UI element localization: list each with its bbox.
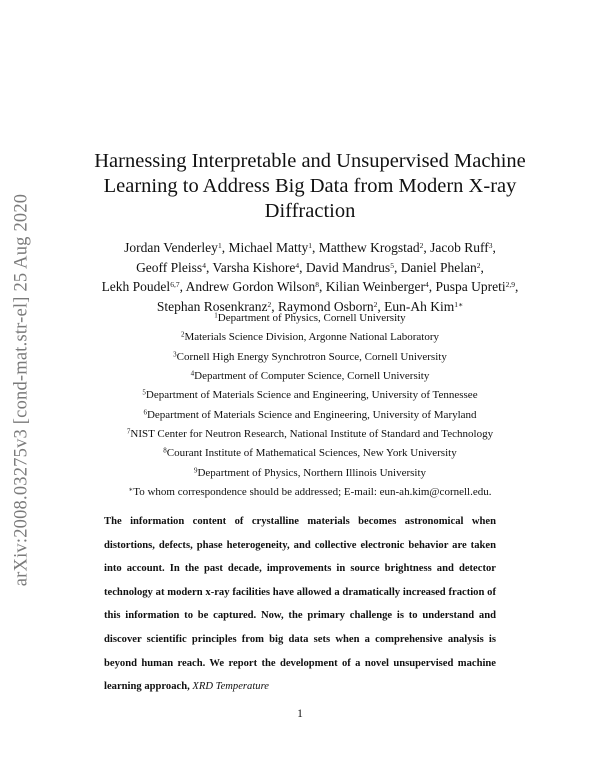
affiliation-line [70,483,550,502]
affiliation-text: Cornell High Energy Synchrotron Source, Cornell University [176,350,447,363]
affiliation-text: Department of Physics, Northern Illinois University [197,466,427,479]
affiliation-mark: 8 [163,446,167,455]
author-name: Raymond Osborn [278,298,374,314]
affiliation-line [70,425,550,444]
author [124,240,222,255]
author-name: Lekh Poudel [101,279,171,294]
affiliation-line [70,444,550,463]
author [212,260,299,275]
author-affiliation-mark: 8 [315,280,320,289]
author-affiliation-mark: 4 [295,260,300,270]
author [306,260,394,275]
affiliation-text: To whom correspondence should be addressed; E-mail: eun-ah.kim@cornell.edu. [133,486,492,499]
author [186,279,319,294]
author-affiliation-mark: 4 [425,280,429,289]
author-name: Varsha Kishore [212,259,296,275]
author-affiliation-mark: 5 [390,260,394,270]
author-affiliation-mark: 3 [488,241,493,250]
affiliation-text: Department of Materials Science and Engineering, University of Tennessee [145,389,478,402]
author-affiliation-mark: 2 [267,299,272,309]
author-affiliation-mark: 4 [202,260,206,270]
abstract-text: The information content of crystalline materials becomes astronomical when distortions, defects, phase heterogeneity, and collective electronic behavior are taken into account. In the past decade, improvements in source brightness and detector technology at modern x-ray facilities have allowed a dramatically increased fraction of this information to be captured. Now, the primary challenge is to understand and discover scientific principles from big data sets when a comprehensive analysis is beyond human reach. We report the development of a novel unsupervised machine learning approach, [104,516,496,693]
author-name: Stephan Rosenkranz [156,298,268,314]
affiliation-text: Materials Science Division, Argonne National Laboratory [184,331,440,344]
author-affiliation-mark: 6,7 [170,280,180,289]
affiliation-line [70,406,550,425]
author [319,240,424,255]
author-name: Jacob Ruff [430,240,489,255]
author-name: Puspa Upreti [435,279,506,294]
author [430,240,492,255]
author [401,260,481,275]
author-name: Geoff Pleiss [136,259,203,275]
affiliation-mark: 1 [214,311,218,320]
author-name: David Mandrus [305,259,391,275]
affiliation-line [70,328,550,347]
author-affiliation-mark: 2,9 [505,280,516,289]
author [102,279,180,294]
author-name: Daniel Phelan [400,259,477,275]
author-affiliation-mark: 2 [476,260,481,270]
author-affiliation-mark: 1 [217,241,222,250]
affiliation-line [70,309,550,328]
author-list: Jordan Venderley$^1$, Michael Matty$^1$, Matthew Krogstad$^2$, Jacob Ruff$^3$, Geoff Pleiss$^4$, Varsha Kishore$^4$, David Mandrus$^5$, Daniel Phelan$^2$, Lekh Poudel$^{6,7}$, Andrew Gordon Wilson$^8$, Kilian Weinberger$^4$, Puspa Upreti$^{2,9}$, Stephan Rosenkranz$^2$, Raymond Osborn$^2$, Eun-Ah Kim$^{1∗}$ [101,240,519,314]
affiliation-mark: 7 [126,427,131,436]
author-name: Andrew Gordon Wilson [185,279,316,294]
author-name: Michael Matty [228,240,309,255]
arxiv-identifier-stamp [2,180,42,600]
abstract [104,510,496,699]
affiliation-text: Courant Institute of Mathematical Sciences, New York University [166,447,457,460]
author [326,279,429,294]
author [136,260,206,275]
affiliation-mark: 2 [180,330,185,339]
affiliation-mark: 4 [190,369,195,378]
author-affiliation-mark: 2 [419,241,424,250]
affiliation-text: Department of Physics, Cornell University [217,312,406,324]
affiliation-list [70,309,550,502]
author [436,279,516,294]
affiliation-line [70,348,550,367]
arxiv-identifier-text: arXiv:2008.03275v3 [cond-mat.str-el] 25 Aug 2020 [11,193,32,587]
affiliation-mark: 9 [193,466,198,475]
author-name: Eun-Ah Kim [384,298,455,314]
affiliation-line [70,386,550,405]
affiliation-mark: ∗ [128,485,134,494]
affiliation-line [70,464,550,483]
affiliation-mark: 5 [142,388,146,397]
author-name: Kilian Weinberger [325,279,426,294]
author [228,240,312,255]
author-affiliation-mark: 2 [373,299,378,309]
affiliation-text: NIST Center for Neutron Research, National Institute of Standard and Technology [130,428,494,441]
author-name: Matthew Krogstad [318,240,420,255]
affiliation-mark: 6 [143,408,147,417]
affiliation-text: Department of Computer Science, Cornell University [194,370,430,383]
affiliation-line [70,367,550,386]
page-number: 1 [297,708,303,720]
abstract-emphasis: XRD Temperature [192,681,270,693]
author-affiliation-mark: 1∗ [454,299,464,309]
affiliation-mark: 3 [173,350,177,359]
affiliation-text: Department of Materials Science and Engineering, University of Maryland [146,408,477,421]
paper-title: Harnessing Interpretable and Unsupervised Machine Learning to Address Big Data from Modern X-ray Diffraction [94,150,526,222]
author-affiliation-mark: 1 [308,241,313,250]
author-name: Jordan Venderley [124,240,218,255]
